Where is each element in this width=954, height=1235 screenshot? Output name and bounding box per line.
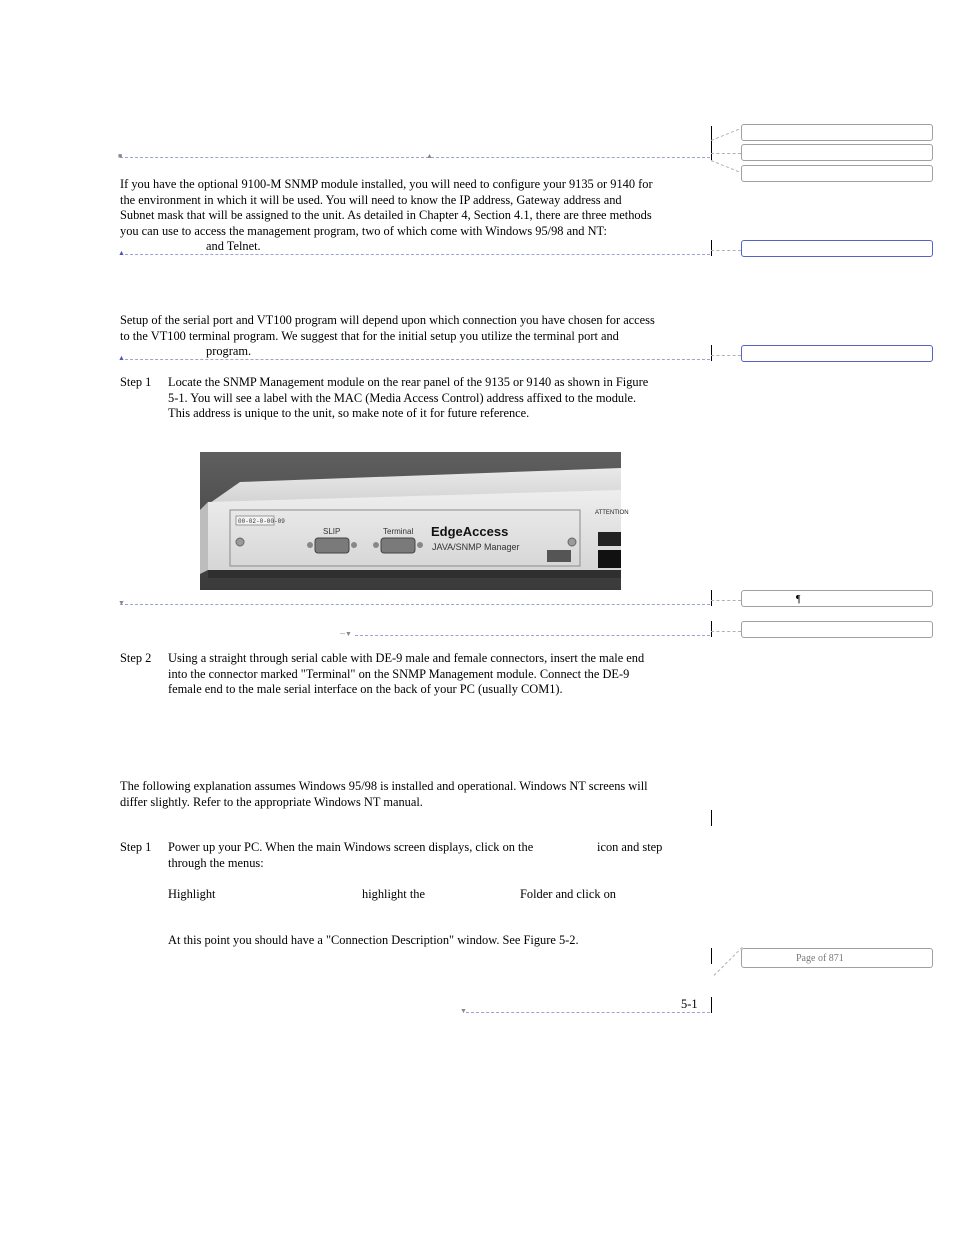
revision-marker: ─▼ — [340, 630, 352, 638]
comment-balloon[interactable] — [741, 621, 933, 638]
comment-connector — [711, 631, 741, 632]
step-conclusion: At this point you should have a "Connection Description" window. See Figure 5-2. — [168, 933, 579, 947]
serial-setup-tail: program. — [206, 344, 252, 358]
change-bar — [711, 810, 712, 826]
revision-line — [466, 1012, 710, 1013]
intro-paragraph-tail: and Telnet. — [206, 239, 261, 253]
step-label: Step 1 — [120, 840, 152, 854]
change-bar — [711, 948, 712, 964]
revision-line — [120, 604, 710, 605]
attention-label: ATTENTION — [595, 510, 629, 516]
step-text: Power up your PC. When the main Windows screen displays, click on the — [168, 840, 534, 854]
mac-address-label: 00-02-0-00-09 — [238, 518, 285, 525]
revision-marker: ▼ — [118, 599, 125, 607]
page-count-text: Page of 871 — [796, 953, 844, 964]
step-text: Using a straight through serial cable with DE-9 male and female connectors, insert the male end into the connector marked "Terminal" on the SNMP Management module. Connect the DE-9 female end to the male serial interface on the back of your PC (usually COM1). — [168, 651, 645, 696]
windows-intro-paragraph: The following explanation assumes Windows 95/98 is installed and operational. Windows NT screens will differ slightly. Refer to the appropriate Windows NT manual. — [120, 779, 648, 809]
step-label: Step 1 — [120, 375, 152, 389]
comment-connector — [711, 160, 739, 172]
change-bar — [711, 997, 712, 1013]
step-text: through the menus: — [168, 856, 264, 870]
rear-panel-illustration — [200, 452, 629, 590]
comment-balloon[interactable] — [741, 144, 933, 161]
pilcrow-mark: ¶ — [796, 594, 801, 605]
change-bar — [711, 621, 712, 637]
revision-marker: ■ — [118, 152, 123, 160]
terminal-port-label: Terminal — [383, 527, 414, 536]
change-bar — [711, 590, 712, 606]
comment-connector — [711, 129, 739, 141]
comment-connector — [711, 153, 741, 154]
comment-balloon[interactable] — [741, 124, 933, 141]
comment-balloon-pilcrow[interactable] — [741, 590, 933, 607]
revision-marker: ▲ — [118, 354, 125, 362]
step-text: Locate the SNMP Management module on the rear panel of the 9135 or 9140 as shown in Figure 5-1. You will see a label with the MAC (Media Access Control) address affixed to the module. This address is unique to the unit, so make note of it for future reference. — [168, 375, 649, 420]
menu-instruction: Highlight — [168, 887, 216, 901]
change-bar — [711, 345, 712, 361]
menu-instruction: Folder and click on — [520, 887, 617, 901]
manager-label: JAVA/SNMP Manager — [432, 542, 520, 552]
change-bar — [711, 126, 712, 160]
slip-port-label: SLIP — [323, 527, 341, 536]
comment-connector — [714, 947, 743, 976]
comment-balloon[interactable] — [741, 345, 933, 362]
revision-marker: ▲ — [118, 249, 125, 257]
revision-line — [120, 157, 710, 158]
revision-marker: ▲ — [426, 152, 433, 160]
comment-connector — [711, 250, 741, 251]
comment-balloon[interactable] — [741, 240, 933, 257]
revision-marker: ▼ — [460, 1007, 467, 1015]
menu-instruction: highlight the — [362, 887, 425, 901]
comment-balloon[interactable] — [741, 165, 933, 182]
comment-connector — [711, 355, 741, 356]
page-number: 5-1 — [681, 997, 698, 1011]
step-text: icon and step — [597, 840, 663, 854]
comment-connector — [711, 600, 741, 601]
brand-label: EdgeAccess — [431, 524, 509, 539]
change-bar — [711, 240, 712, 256]
figure-rear-panel-photo — [200, 452, 629, 590]
revision-line — [355, 635, 710, 636]
step-label: Step 2 — [120, 651, 152, 665]
page-count-balloon[interactable] — [741, 948, 933, 968]
intro-paragraph: If you have the optional 9100-M SNMP module installed, you will need to configure your 9135 or 9140 for the environment in which it will be used. You will need to know the IP address, Gateway address and Subnet mask that will be assigned to the unit. As detailed in Chapter 4, Section 4.1, there are three methods you can use to access the management program, two of which come with Windows 95/98 and NT: — [120, 177, 653, 238]
serial-setup-paragraph: Setup of the serial port and VT100 program will depend upon which connection you have chosen for access to the VT100 terminal program. We suggest that for the initial setup you utilize the terminal port and — [120, 313, 655, 343]
